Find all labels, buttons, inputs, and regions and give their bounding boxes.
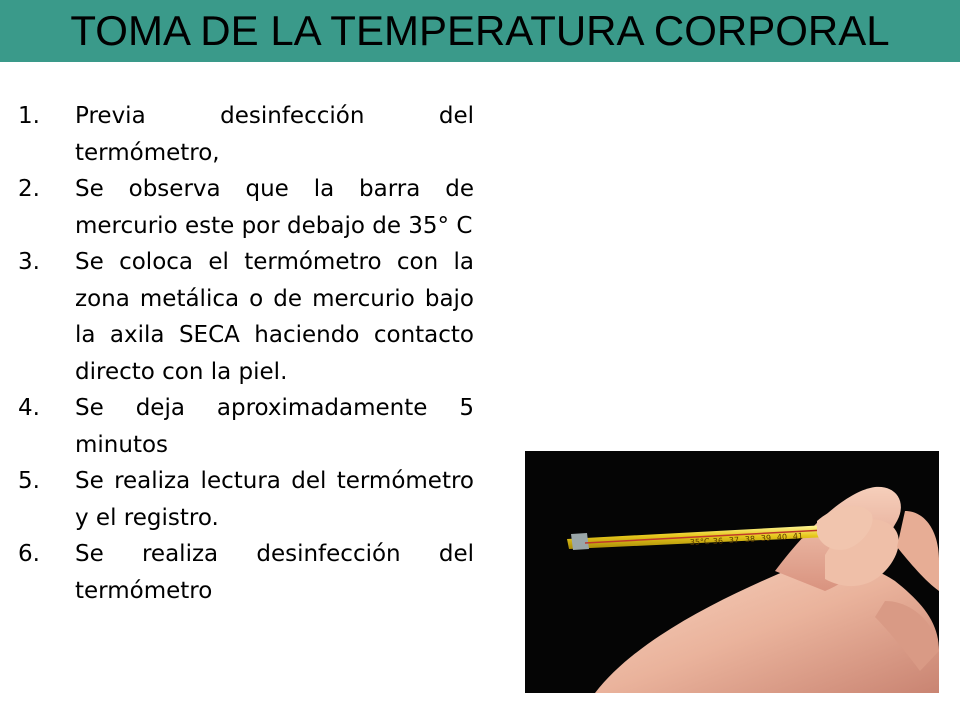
- scale-label: 41: [792, 531, 804, 541]
- list-item: [18, 244, 474, 390]
- scale-label: 40: [776, 532, 788, 542]
- step-number: 3.: [18, 249, 40, 275]
- list-item: [18, 98, 474, 171]
- step-text: Se realiza lectura del termómetro y el registro.: [75, 468, 474, 531]
- list-item: [18, 463, 474, 536]
- hand-holding-thermometer-illustration: [525, 451, 939, 693]
- procedure-steps-list: [18, 98, 474, 609]
- step-number: 2.: [18, 176, 40, 202]
- step-text: Se coloca el termómetro con la zona metálica o de mercurio bajo la axila SECA haciendo contacto directo con la piel.: [75, 249, 474, 385]
- scale-label: 39: [760, 533, 772, 543]
- list-item: [18, 536, 474, 609]
- step-text: Previa desinfección del termómetro,: [75, 103, 474, 166]
- scale-label: 36: [712, 536, 724, 546]
- list-item: [18, 390, 474, 463]
- slide-title: TOMA DE LA TEMPERATURA CORPORAL: [70, 7, 890, 54]
- step-text: Se deja aproximadamente 5 minutos: [75, 395, 474, 458]
- step-number: 4.: [18, 395, 40, 421]
- step-number: 5.: [18, 468, 40, 494]
- step-number: 6.: [18, 541, 40, 567]
- step-text: Se observa que la barra de mercurio este por debajo de 35° C: [75, 176, 474, 239]
- thermometer-photo: [525, 451, 939, 693]
- step-text: Se realiza desinfección del termómetro: [75, 541, 474, 604]
- step-number: 1.: [18, 103, 40, 129]
- list-item: [18, 171, 474, 244]
- scale-label: 38: [744, 534, 756, 544]
- scale-label: 37: [728, 535, 740, 545]
- scale-label: 35°C: [689, 536, 710, 547]
